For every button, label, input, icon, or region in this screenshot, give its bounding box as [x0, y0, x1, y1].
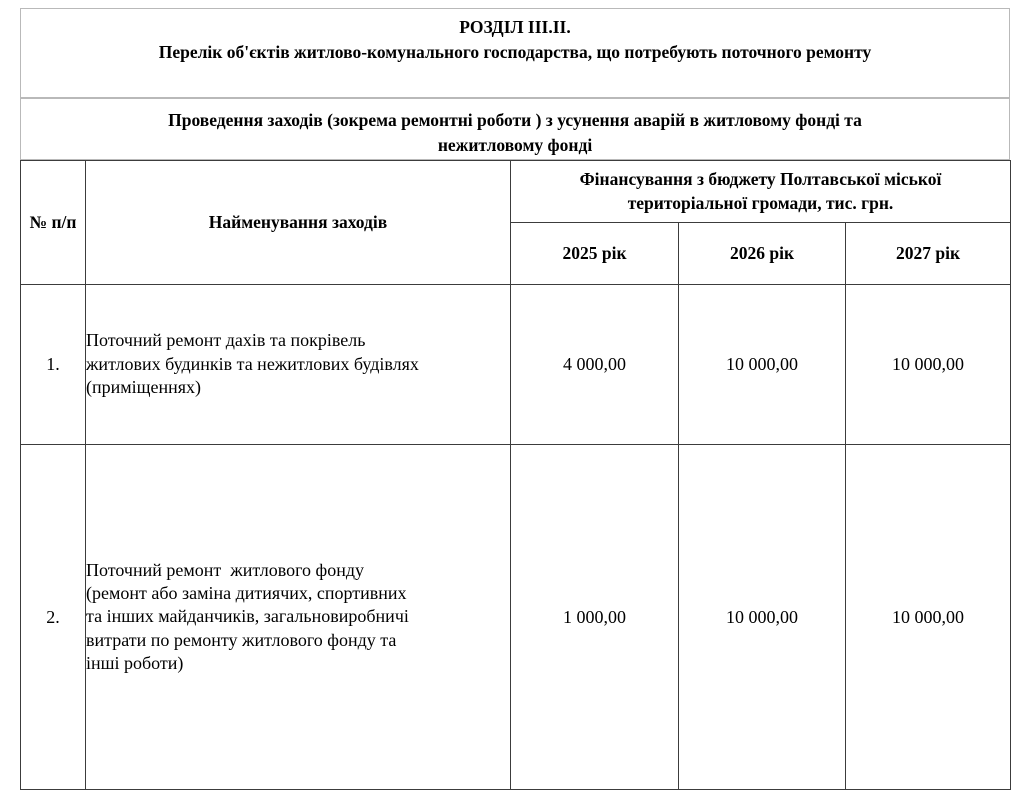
measure-name-line: житлових будинків та нежитлових будівлях: [86, 353, 419, 374]
measure-name-line: (приміщеннях): [86, 377, 202, 398]
section-title: РОЗДІЛ ІІІ.ІІ.: [459, 17, 571, 37]
measure-name-line: Поточний ремонт дахів та покрівель: [86, 330, 366, 351]
row-value-2025: 1 000,00: [511, 445, 679, 790]
table-row: [21, 445, 1011, 790]
column-header-year-2026: 2026 рік: [679, 223, 846, 285]
row-number: 1.: [21, 285, 86, 445]
column-header-year-2027: 2027 рік: [846, 223, 1011, 285]
column-header-measure-name: Найменування заходів: [86, 161, 511, 285]
row-value-2026: 10 000,00: [679, 285, 846, 445]
table-row: [21, 285, 1011, 445]
measure-name-line: інші роботи): [86, 653, 184, 674]
row-value-2027: 10 000,00: [846, 445, 1011, 790]
row-measure-name: [86, 445, 511, 790]
program-block-line-2: нежитловому фонді: [437, 134, 593, 155]
measure-name-line: та інших майданчиків, загальновиробничі: [86, 606, 409, 627]
program-block: [20, 98, 1010, 160]
measure-name-line: витрати по ремонту житлового фонду та: [86, 629, 397, 650]
section-subtitle: Перелік об'єктів житлово-комунального господарства, що потребують поточного ремонту: [158, 41, 872, 62]
measures-table: [20, 160, 1011, 790]
row-measure-name: [86, 285, 511, 445]
row-number: 2.: [21, 445, 86, 790]
measure-name-line: (ремонт або заміна дитиячих, спортивних: [86, 582, 407, 603]
row-value-2026: 10 000,00: [679, 445, 846, 790]
column-header-number: № п/п: [21, 161, 86, 285]
column-header-financing-group: [511, 161, 1011, 223]
column-header-year-2025: 2025 рік: [511, 223, 679, 285]
row-value-2025: 4 000,00: [511, 285, 679, 445]
row-value-2027: 10 000,00: [846, 285, 1011, 445]
program-block-line-1: Проведення заходів (зокрема ремонтні роботи ) з усунення аварій в житловому фонді та: [168, 110, 862, 130]
measure-name-line: Поточний ремонт житлового фонду: [86, 559, 364, 580]
financing-group-line-1: Фінансування з бюджету Полтавської міської: [579, 168, 942, 189]
financing-group-line-2: територіальної громади, тис. грн.: [627, 192, 894, 213]
section-title-block: [20, 8, 1010, 98]
table-body: [21, 285, 1011, 790]
table-header: [21, 161, 1011, 285]
table-header-row-1: [21, 161, 1011, 223]
